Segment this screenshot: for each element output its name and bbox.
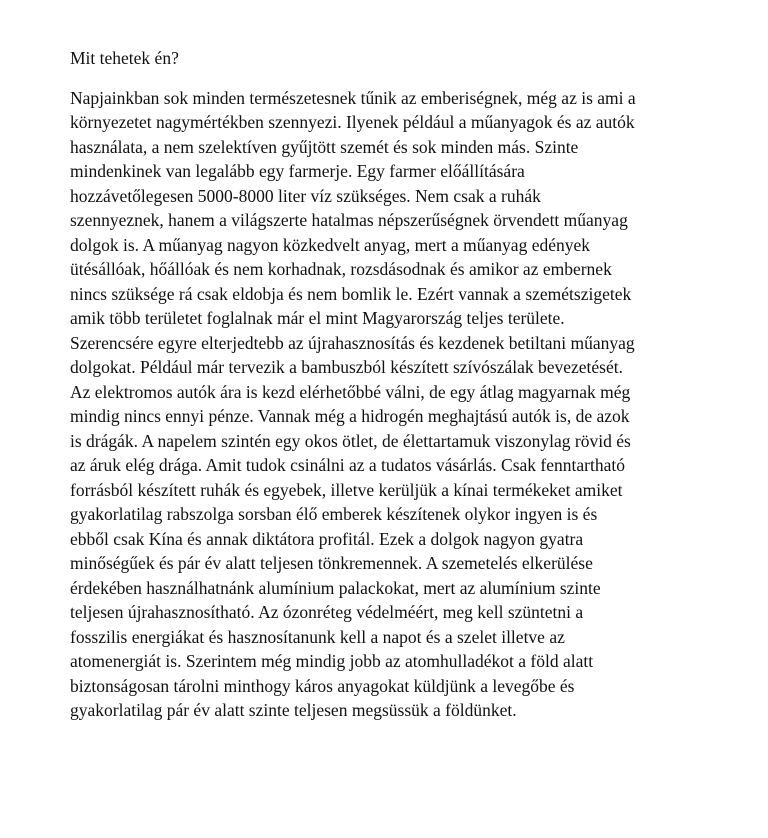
body-line: dolgok is. A műanyag nagyon közkedvelt anyag, mert a műanyag edények [70, 234, 591, 255]
body-line: fosszilis energiákat és hasznosítanunk kell a napot és a szelet illetve az [70, 626, 565, 647]
body-line: mindig nincs ennyi pénze. Vannak még a hidrogén meghajtású autók is, de azok [70, 406, 630, 426]
document-body [70, 86, 710, 723]
body-line: dolgokat. Például már tervezik a bambuszból készített szívószálak bevezetését. [70, 357, 623, 377]
body-line: Napjainkban sok minden természetesnek tűnik az emberiségnek, még az is ami a [70, 87, 636, 108]
body-line: az áruk elég drága. Amit tudok csinálni az a tudatos vásárlás. Csak fenntartható [70, 455, 625, 475]
body-line: mindenkinek van legalább egy farmerje. Egy farmer előállítására [70, 161, 525, 181]
body-line: biztonságosan tárolni minthogy káros anyagokat küldjünk a levegőbe és [70, 675, 575, 696]
body-line: ebből csak Kína és annak diktátora profitál. Ezek a dolgok nagyon gyatra [70, 528, 584, 549]
body-line: Szerencsére egyre elterjedtebb az újrahasznosítás és kezdenek betiltani műanyag [70, 332, 635, 353]
body-line: szennyeznek, hanem a világszerte hatalmas népszerűségnek örvendett műanyag [70, 210, 628, 230]
body-line: ütésállóak, hőállóak és nem korhadnak, rozsdásodnak és amikor az embernek [70, 259, 612, 279]
body-line: gyakorlatilag pár év alatt szinte teljesen megsüssük a földünket. [70, 700, 517, 720]
body-line: környezetet nagymértékben szennyezi. Ilyenek például a műanyagok és az autók [70, 112, 635, 132]
body-line: gyakorlatilag rabszolga sorsban élő emberek készítenek olykor ingyen is és [70, 504, 598, 524]
body-line: használata, a nem szelektíven gyűjtött szemét és sok minden más. Szinte [70, 136, 579, 157]
body-line: forrásból készített ruhák és egyebek, illetve kerüljük a kínai termékeket amiket [70, 479, 623, 500]
body-line: nincs szüksége rá csak eldobja és nem bomlik le. Ezért vannak a szemétszigetek [70, 283, 632, 304]
body-line: teljesen újrahasznosítható. Az ózonréteg védelméért, meg kell szüntetni a [70, 602, 584, 622]
document-title: Mit tehetek én? [70, 48, 179, 68]
body-line: hozzávetőlegesen 5000-8000 liter víz szükséges. Nem csak a ruhák [70, 185, 541, 206]
body-line: amik több területet foglalnak már el mint Magyarország teljes területe. [70, 308, 565, 328]
body-line: érdekében használhatnánk alumínium palackokat, mert az alumínium szinte [70, 577, 601, 598]
body-line: minőségűek és pár év alatt teljesen tönkremennek. A szemetelés elkerülése [70, 553, 593, 573]
body-line: atomenergiát is. Szerintem még mindig jobb az atomhulladékot a föld alatt [70, 651, 594, 671]
body-line: Az elektromos autók ára is kezd elérhetőbbé válni, de egy átlag magyarnak még [70, 381, 631, 402]
body-line: is drágák. A napelem szintén egy okos ötlet, de élettartamuk viszonylag rövid és [70, 430, 631, 451]
